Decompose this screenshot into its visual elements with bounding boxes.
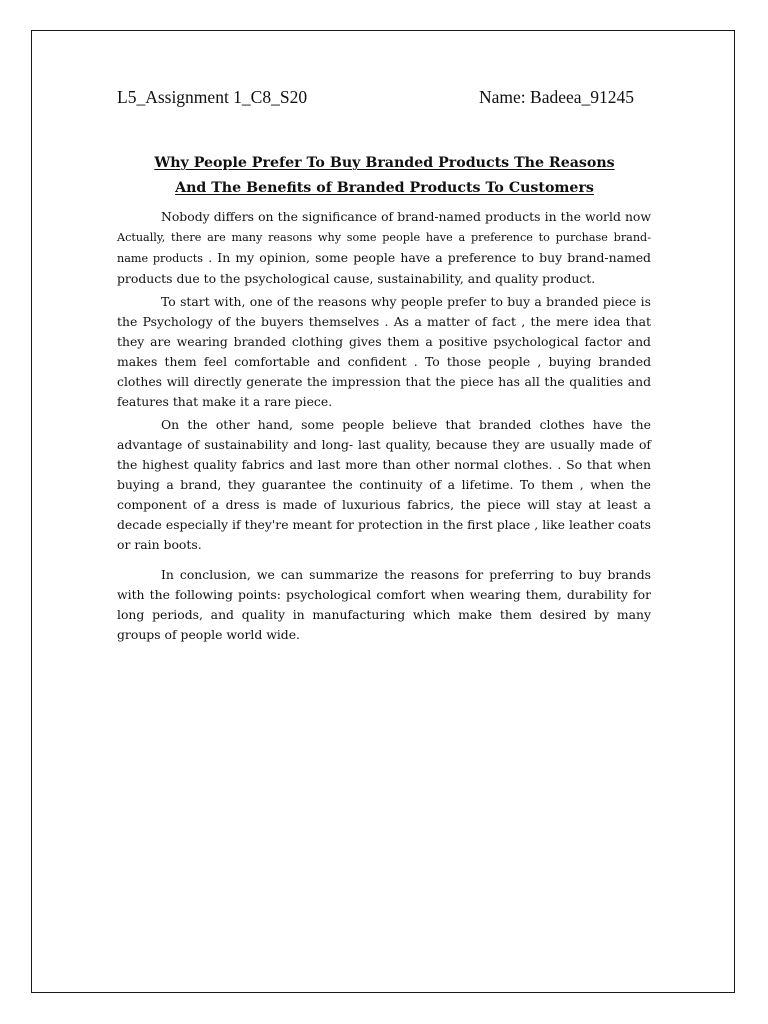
- paragraph-psychology: To start with, one of the reasons why people prefer to buy a branded piece is the Psychology of the buyers themselves . As a matter of fact , the mere idea that they are wearing branded clothing gives them a positive psychological factor and makes them feel comfortable and confident . To those people , buying branded clothes will directly generate the impression that the piece has all the qualities and features that make it a rare piece.: [117, 294, 651, 409]
- title-line-2: And The Benefits of Branded Products To Customers: [175, 180, 594, 196]
- paragraph-intro: [117, 207, 651, 289]
- essay-body: [117, 207, 651, 648]
- document-title: [117, 151, 652, 201]
- paragraph-intro-small-text: Actually, there are many reasons why some people have a preference to purchase brand-name products: [117, 231, 651, 265]
- paragraph-intro-text-2: . In my opinion, some people have a preference to buy brand-named products due to the psychological cause, sustainability, and quality product.: [117, 250, 651, 286]
- assignment-id: L5_Assignment 1_C8_S20: [117, 87, 308, 107]
- paragraph-conclusion: In conclusion, we can summarize the reasons for preferring to buy brands with the following points: psychological comfort when wearing them, durability for long periods, and quality in manufacturing which make them desired by many groups of people world wide.: [117, 567, 651, 642]
- title-line-1: Why People Prefer To Buy Branded Products The Reasons: [154, 155, 615, 171]
- paragraph-sustainability: On the other hand, some people believe that branded clothes have the advantage of sustainability and long- last quality, because they are usually made of the highest quality fabrics and last more than other normal clothes. . So that when buying a brand, they guarantee the continuity of a lifetime. To them , when the component of a dress is made of luxurious fabrics, the piece will stay at least a decade especially if they're meant for protection in the first place , like leather coats or rain boots.: [117, 417, 651, 552]
- paragraph-intro-text-1: Nobody differs on the significance of brand-named products in the world now: [161, 209, 651, 224]
- student-name: Name: Badeea_91245: [479, 87, 635, 107]
